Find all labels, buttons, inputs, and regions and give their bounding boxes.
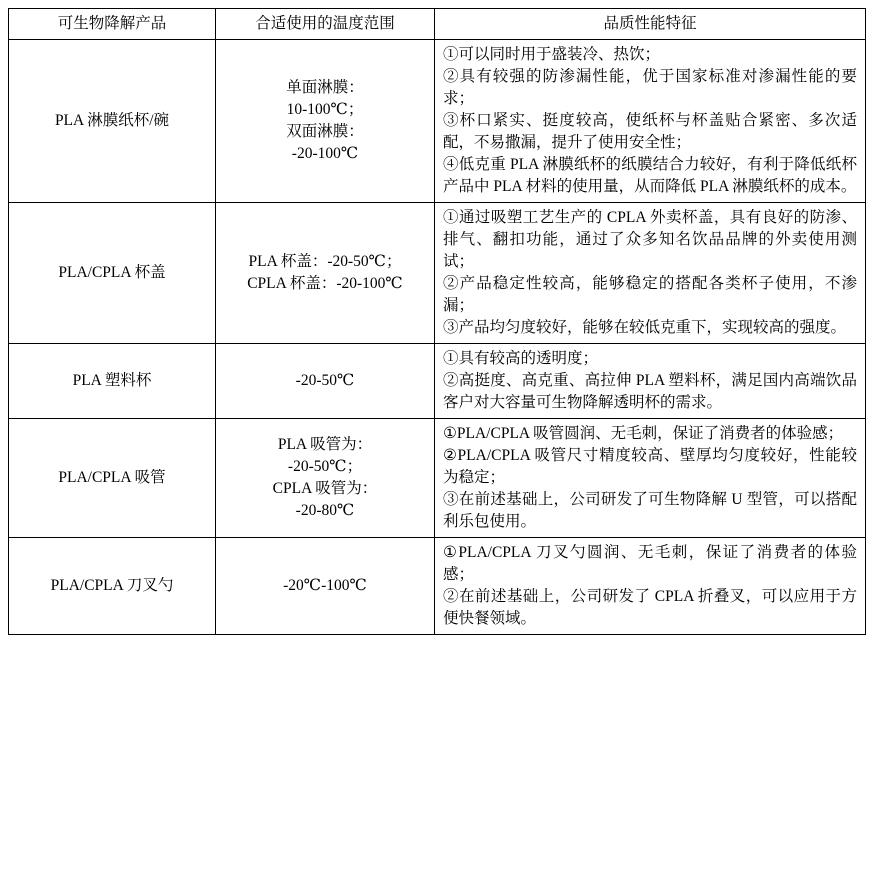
product-name-cell: PLA/CPLA 吸管 [9,419,216,538]
quality-feature-item: ③产品均匀度较好，能够在较低克重下，实现较高的强度。 [443,319,847,336]
temperature-line: PLA 杯盖：-20-50℃； [248,253,402,270]
quality-feature-item: ②具有较强的防渗漏性能，优于国家标准对渗漏性能的要求； [443,68,857,107]
quality-feature-cell [435,40,866,203]
temperature-line: 单面淋膜： [286,79,364,96]
quality-feature-item: ②产品稳定性较高，能够稳定的搭配各类杯子使用，不渗漏； [443,275,857,314]
quality-feature-item: ②在前述基础上，公司研发了 CPLA 折叠叉，可以应用于方便快餐领域。 [443,588,857,627]
column-header-temperature: 合适使用的温度范围 [216,9,435,40]
table-row [9,538,866,635]
product-name-cell: PLA 淋膜纸杯/碗 [9,40,216,203]
temperature-line: 10-100℃； [286,101,364,118]
temperature-range-cell [216,344,435,419]
table-row [9,344,866,419]
temperature-range-cell [216,538,435,635]
quality-feature-item: ①PLA/CPLA 刀叉勺圆润、无毛刺，保证了消费者的体验感； [443,544,857,583]
product-name-cell: PLA/CPLA 刀叉勺 [9,538,216,635]
temperature-line: -20-80℃ [295,502,355,519]
temperature-range-cell [216,203,435,344]
temperature-line: -20-50℃； [287,458,363,475]
column-header-quality: 品质性能特征 [435,9,866,40]
quality-feature-item: ①具有较高的透明度； [443,350,599,367]
temperature-line: -20-100℃ [291,145,359,162]
quality-feature-cell [435,203,866,344]
table-header [9,9,866,40]
temperature-line: CPLA 吸管为： [272,480,378,497]
quality-feature-item: ①PLA/CPLA 吸管圆润、无毛刺，保证了消费者的体验感； [443,425,844,442]
quality-feature-item: ③在前述基础上，公司研发了可生物降解 U 型管，可以搭配利乐包使用。 [443,491,857,530]
product-name-cell: PLA/CPLA 杯盖 [9,203,216,344]
quality-feature-cell [435,419,866,538]
temperature-line: -20℃-100℃ [283,577,367,594]
table-header-row [9,9,866,40]
quality-feature-item: ①通过吸塑工艺生产的 CPLA 外卖杯盖，具有良好的防渗、排气、翻扣功能，通过了众多知名饮品品牌的外卖使用测试； [443,209,857,270]
column-header-product: 可生物降解产品 [9,9,216,40]
temperature-range-cell [216,40,435,203]
product-name-cell: PLA 塑料杯 [9,344,216,419]
temperature-range-cell [216,419,435,538]
quality-feature-cell [435,344,866,419]
quality-feature-item: ②高挺度、高克重、高拉伸 PLA 塑料杯，满足国内高端饮品客户对大容量可生物降解透明杯的需求。 [443,372,857,411]
temperature-line: CPLA 杯盖：-20-100℃ [247,275,403,292]
quality-feature-item: ④低克重 PLA 淋膜纸杯的纸膜结合力较好，有利于降低纸杯产品中 PLA 材料的使用量，从而降低 PLA 淋膜纸杯的成本。 [443,156,857,195]
table-row [9,419,866,538]
quality-feature-item: ②PLA/CPLA 吸管尺寸精度较高、壁厚均匀度较好，性能较为稳定； [443,447,857,486]
temperature-line: PLA 吸管为： [277,436,373,453]
temperature-line: 双面淋膜： [286,123,364,140]
quality-feature-item: ③杯口紧实、挺度较高，使纸杯与杯盖贴合紧密、多次适配，不易撒漏，提升了使用安全性； [443,112,857,151]
table-row [9,40,866,203]
table-row [9,203,866,344]
quality-feature-item: ①可以同时用于盛装冷、热饮； [443,46,661,63]
table-body [9,40,866,635]
temperature-line: -20-50℃ [295,372,355,389]
quality-feature-cell [435,538,866,635]
product-specification-table [8,8,866,635]
